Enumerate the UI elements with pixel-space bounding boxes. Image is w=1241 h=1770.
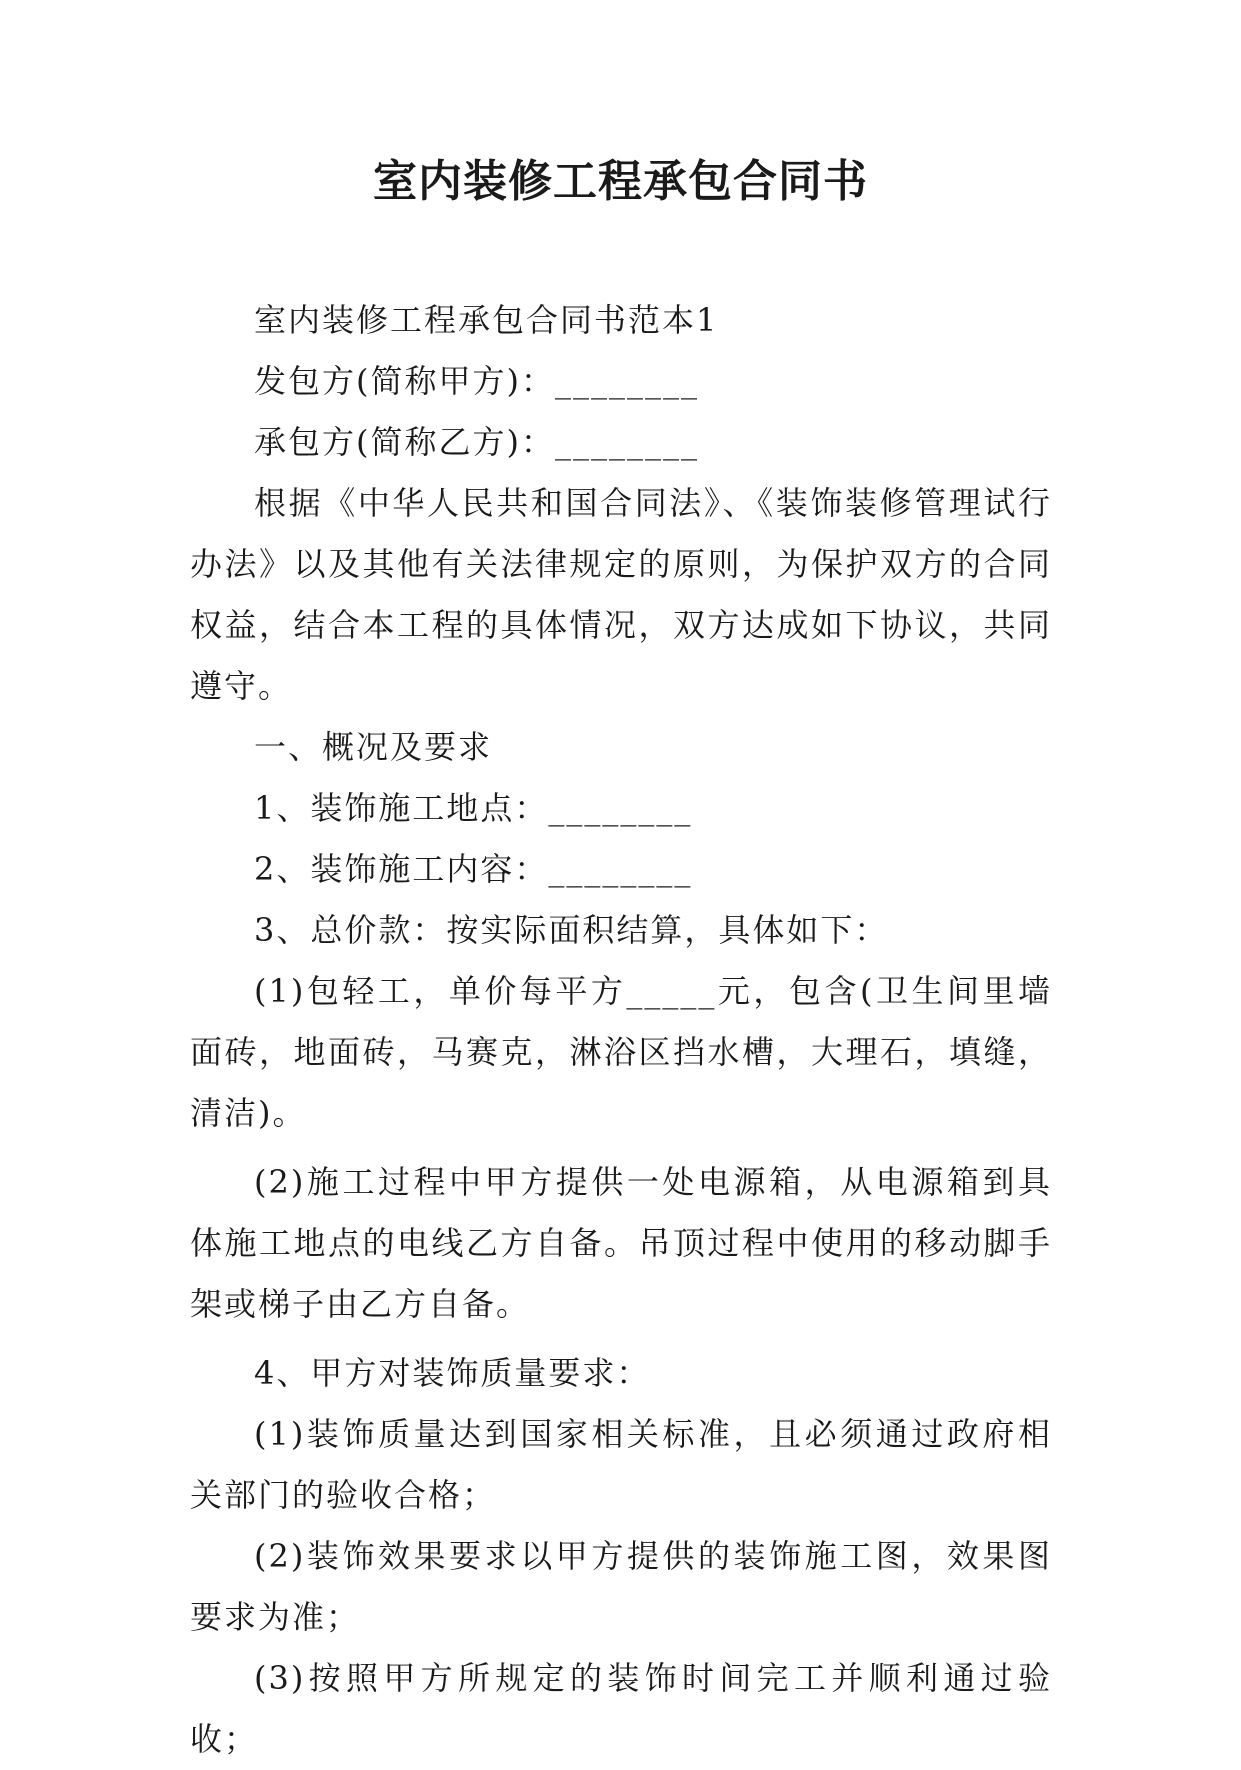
document-title: 室内装修工程承包合同书 [373,156,868,207]
paragraph-quality-heading: 4、甲方对装饰质量要求： [254,1354,651,1392]
paragraph-price-item-1: (1)包轻工，单价每平方_____元，包含(卫生间里墙面砖，地面砖，马赛克，淋浴区挡水槽，大理石，填缝，清洁)。 [190,972,1052,1132]
paragraph-template-name: 室内装修工程承包合同书范本1 [254,301,719,339]
document-body [190,290,1052,1770]
paragraph-content: 2、装饰施工内容：________ [254,850,693,888]
paragraph-total-price: 3、总价款：按实际面积结算，具体如下： [254,911,889,949]
paragraph-preamble: 根据《中华人民共和国合同法》、《装饰装修管理试行办法》以及其他有关法律规定的原则，为保护双方的合同权益，结合本工程的具体情况，双方达成如下协议，共同遵守。 [190,484,1052,705]
paragraph-price-item-2: (2)施工过程中甲方提供一处电源箱，从电源箱到具体施工地点的电线乙方自备。吊顶过程中使用的移动脚手架或梯子由乙方自备。 [190,1163,1052,1323]
paragraph-quality-item-2: (2)装饰效果要求以甲方提供的装饰施工图，效果图要求为准； [190,1537,1052,1636]
paragraph-location: 1、装饰施工地点：________ [254,789,693,827]
paragraph-party-b: 承包方(简称乙方)：________ [254,423,699,461]
paragraph-quality-item-3: (3)按照甲方所规定的装饰时间完工并顺利通过验收； [190,1659,1052,1758]
paragraph-party-a: 发包方(简称甲方)：________ [254,362,699,400]
paragraph-quality-item-1: (1)装饰质量达到国家相关标准，且必须通过政府相关部门的验收合格； [190,1415,1052,1514]
section-heading-overview: 一、概况及要求 [254,728,493,766]
